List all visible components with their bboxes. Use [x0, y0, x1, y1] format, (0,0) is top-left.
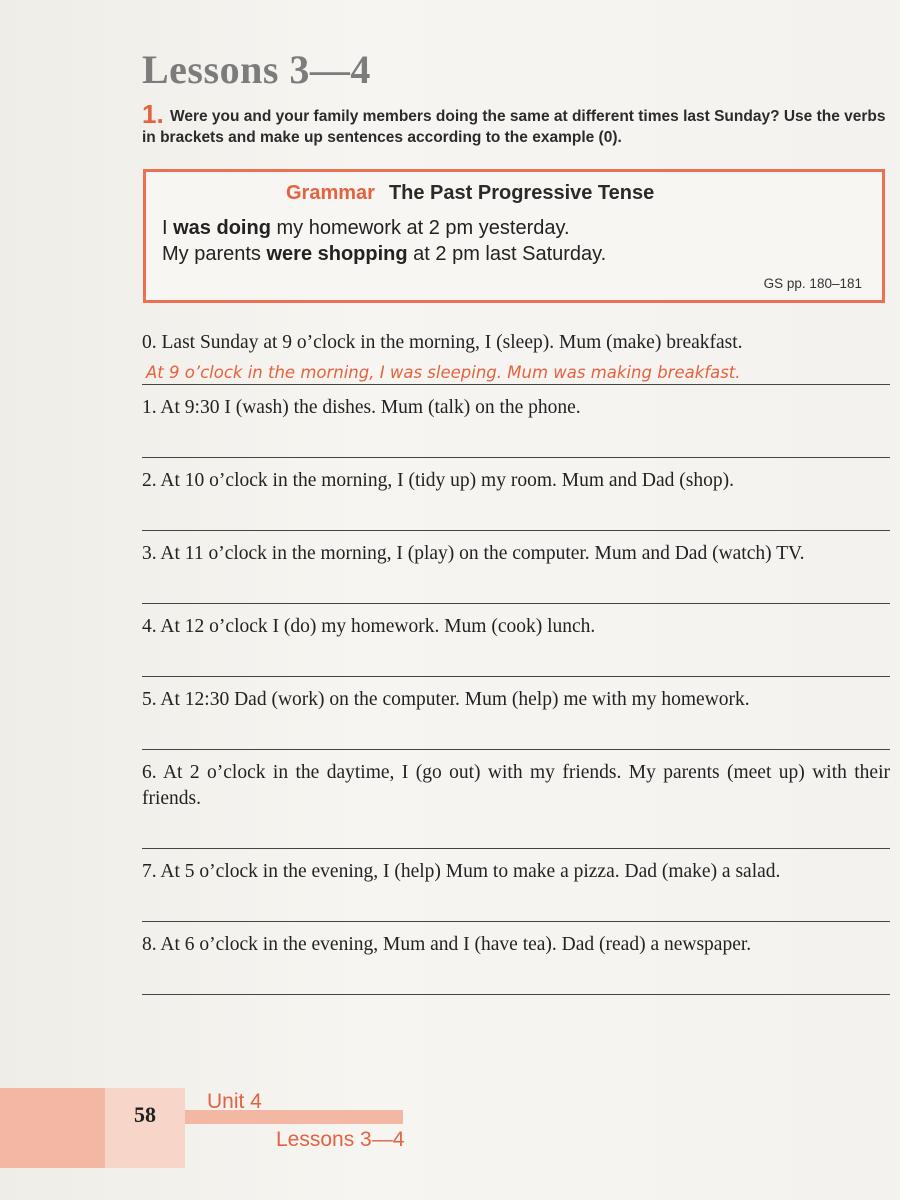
footer-band	[0, 1088, 108, 1168]
answer-line	[142, 356, 890, 385]
unit-label: Unit 4	[207, 1090, 262, 1113]
exercise-item-7	[142, 859, 890, 932]
grammar-example-2-pre: My parents	[162, 243, 267, 265]
grammar-example-1-pre: I	[162, 217, 174, 239]
answer-line[interactable]	[142, 713, 890, 750]
task-text: Were you and your family members doing the same at different times last Sunday? Use the verbs in brackets and make up sentences according to the example (0).	[142, 108, 886, 146]
exercise-prompt: 0. Last Sunday at 9 o’clock in the morning, I (sleep). Mum (make) breakfast.	[142, 332, 743, 353]
exercise-prompt: 1. At 9:30 I (wash) the dishes. Mum (talk) on the phone.	[142, 397, 581, 418]
lessons-label: Lessons 3—4	[276, 1128, 405, 1151]
grammar-box	[143, 169, 885, 303]
task-instruction	[142, 99, 894, 148]
grammar-example-2-verb: were shopping	[266, 243, 408, 265]
exercise-prompt: 3. At 11 o’clock in the morning, I (play) on the computer. Mum and Dad (watch) TV.	[142, 543, 805, 564]
grammar-label: Grammar	[286, 182, 375, 204]
answer-line[interactable]	[142, 812, 890, 849]
exercise-item-5	[142, 687, 890, 760]
task-number: 1.	[142, 99, 164, 129]
exercise-item-2	[142, 468, 890, 541]
answer-line[interactable]	[142, 640, 890, 677]
grammar-example-1	[162, 217, 570, 240]
page-title: Lessons 3—4	[142, 47, 371, 92]
exercise-item-3	[142, 541, 890, 614]
grammar-reference: GS pp. 180–181	[763, 276, 862, 291]
exercise-prompt: 8. At 6 o’clock in the evening, Mum and I (have tea). Dad (read) a newspaper.	[142, 934, 752, 955]
example-answer: At 9 o’clock in the morning, I was sleeping. Mum was making breakfast.	[146, 363, 741, 382]
exercise-item-6	[142, 760, 890, 859]
exercise-prompt: 5. At 12:30 Dad (work) on the computer. Mum (help) me with my homework.	[142, 689, 750, 710]
grammar-topic: The Past Progressive Tense	[388, 182, 655, 204]
answer-line[interactable]	[142, 421, 890, 458]
exercise-prompt: 7. At 5 o’clock in the evening, I (help) Mum to make a pizza. Dad (make) a salad.	[142, 861, 781, 882]
exercise-item-1	[142, 395, 890, 468]
exercise-prompt: 6. At 2 o’clock in the daytime, I (go out) with my friends. My parents (meet up) with their friends.	[142, 762, 890, 809]
answer-line[interactable]	[142, 567, 890, 604]
exercise-item-8	[142, 932, 890, 995]
exercise-prompt: 2. At 10 o’clock in the morning, I (tidy up) my room. Mum and Dad (shop).	[142, 470, 734, 491]
exercise-item-0	[142, 330, 890, 395]
grammar-title	[286, 182, 654, 205]
grammar-example-2-post: at 2 pm last Saturday.	[407, 243, 607, 265]
grammar-example-2	[162, 243, 606, 266]
page-number: 58	[105, 1088, 185, 1168]
exercise-list	[142, 330, 890, 995]
answer-line[interactable]	[142, 885, 890, 922]
exercise-prompt: 4. At 12 o’clock I (do) my homework. Mum (cook) lunch.	[142, 616, 596, 637]
answer-line[interactable]	[142, 494, 890, 531]
grammar-example-1-verb: was doing	[173, 217, 271, 239]
grammar-example-1-post: my homework at 2 pm yesterday.	[270, 217, 570, 239]
answer-line[interactable]	[142, 958, 890, 995]
exercise-item-4	[142, 614, 890, 687]
